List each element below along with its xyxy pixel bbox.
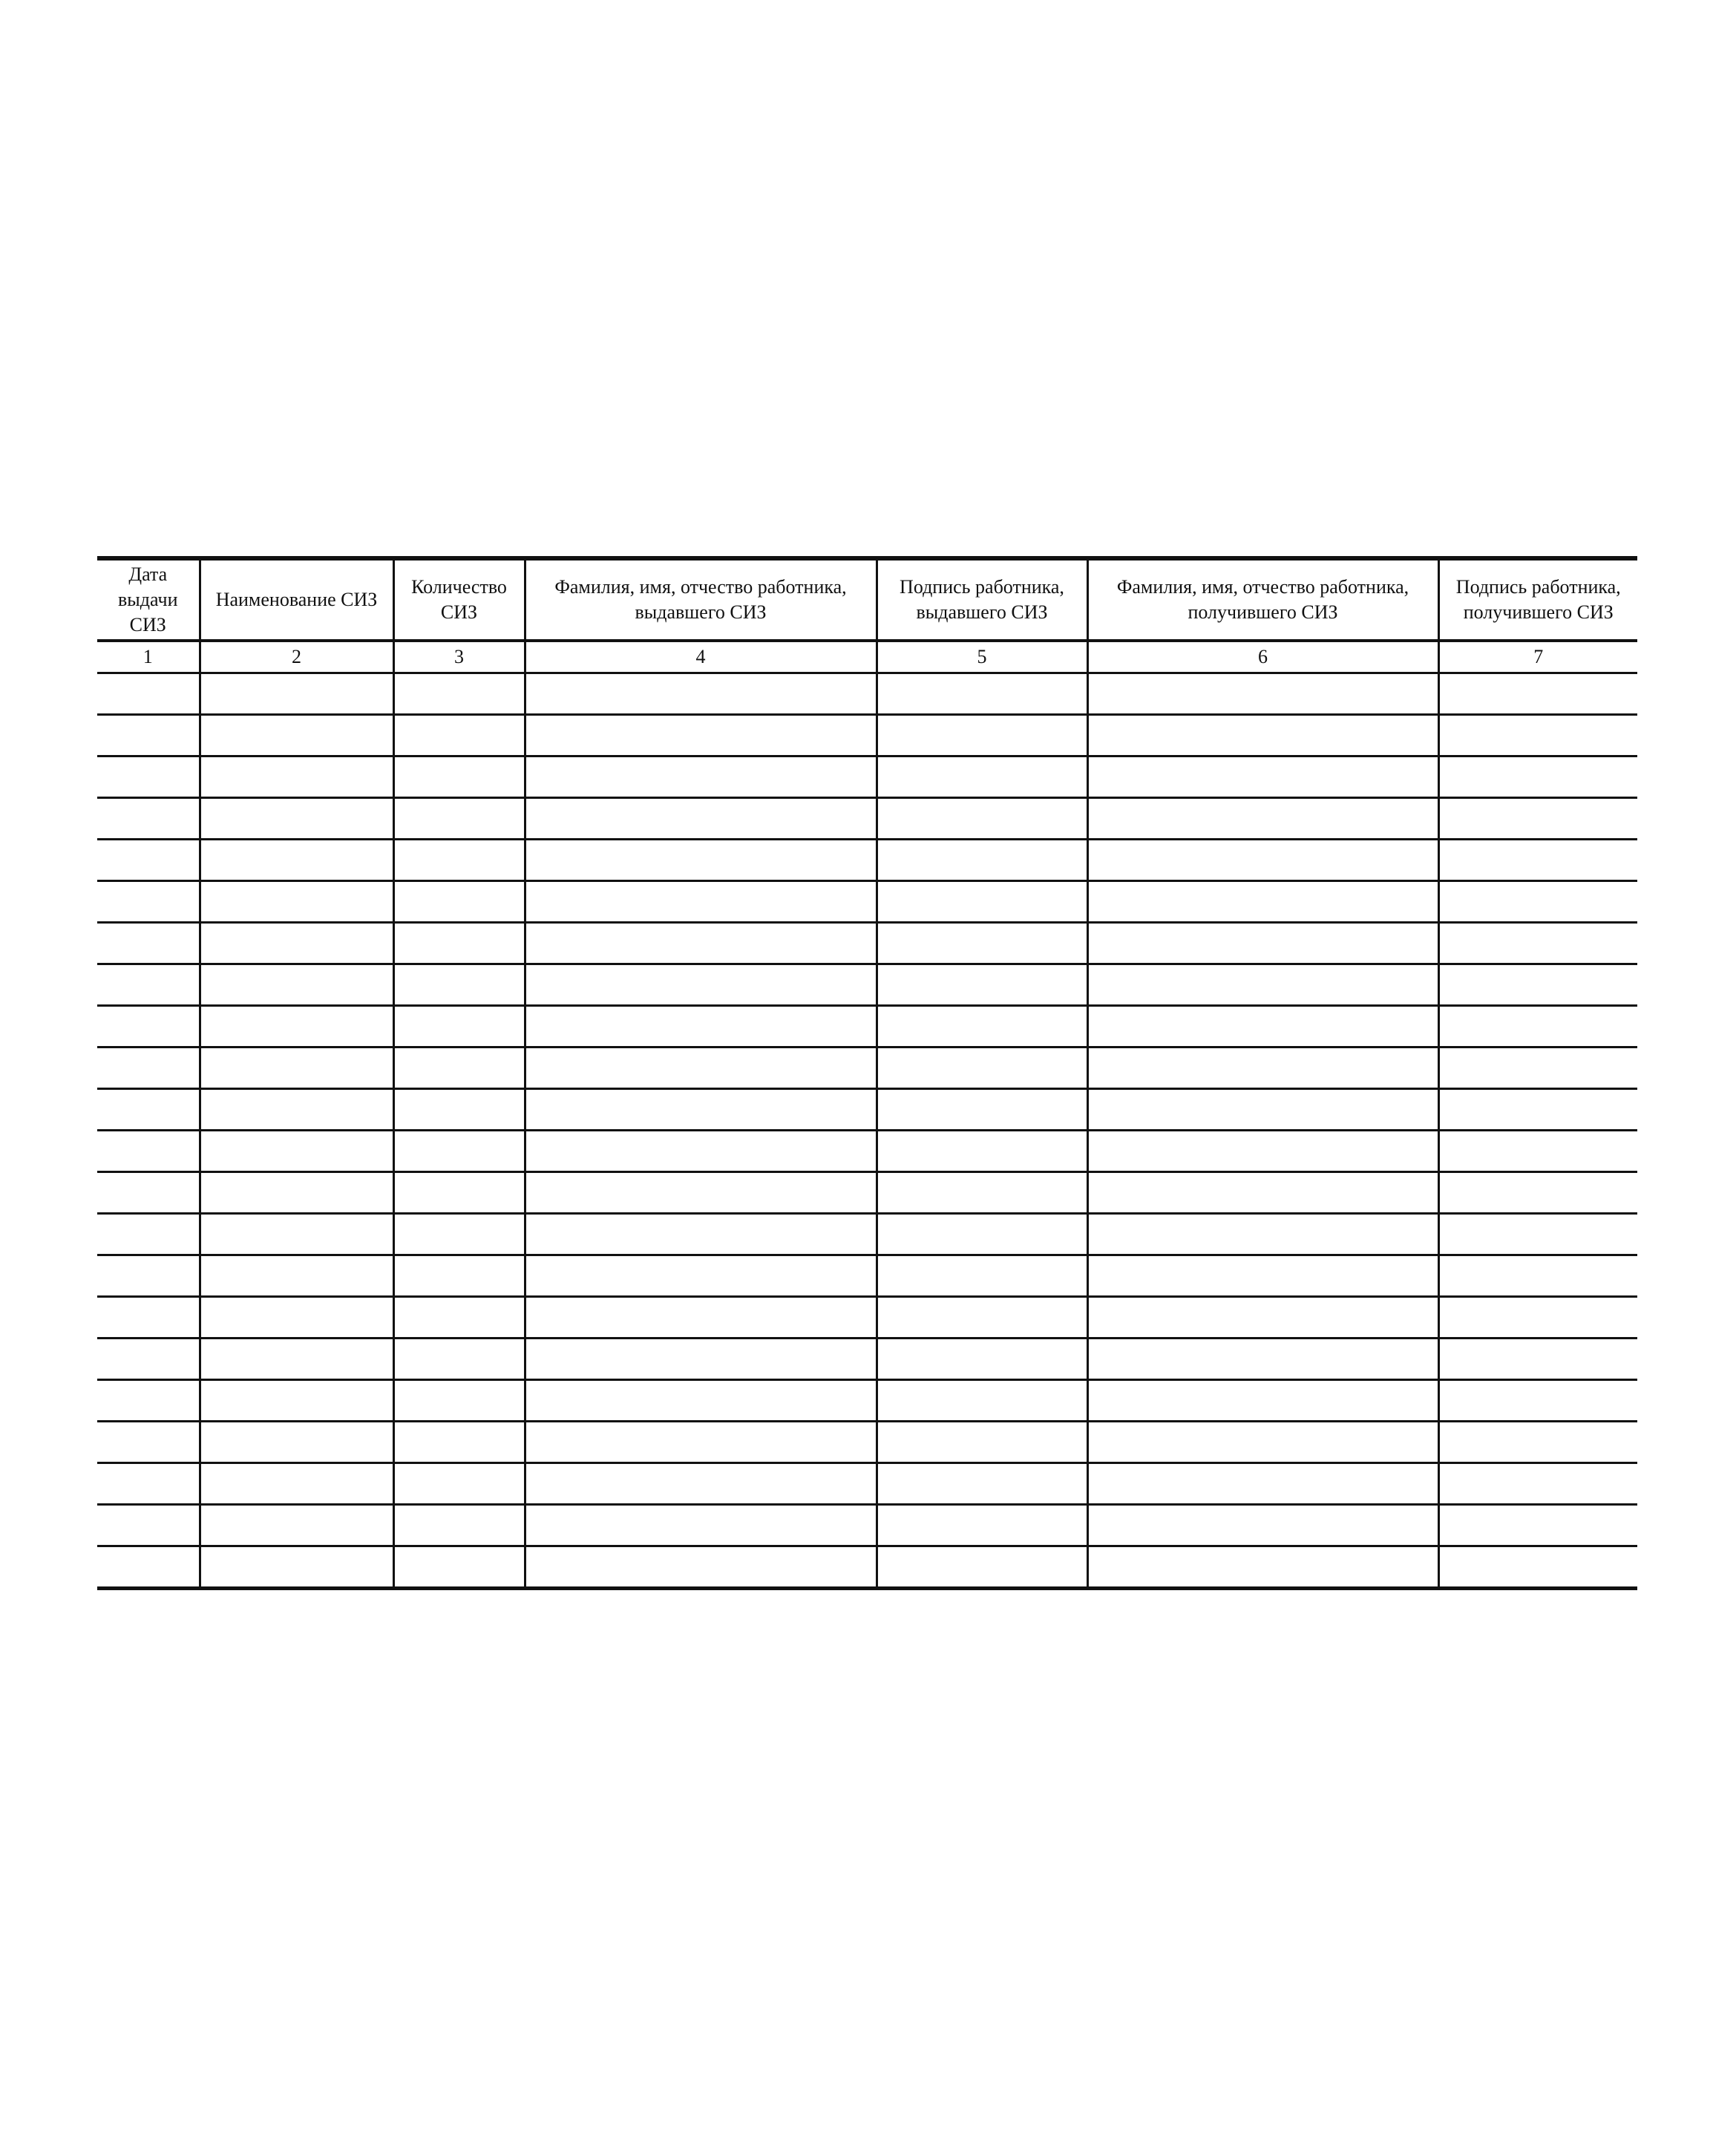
empty-cell — [97, 1339, 200, 1380]
empty-cell — [1087, 1422, 1438, 1463]
empty-cell — [877, 673, 1087, 715]
empty-cell — [1438, 1380, 1637, 1422]
empty-cell — [877, 881, 1087, 923]
empty-cell — [525, 798, 877, 840]
empty-cell — [200, 881, 393, 923]
empty-row — [97, 715, 1637, 756]
header-issuer-full-name: Фамилия, имя, отчество работника, выдавшего СИЗ — [525, 558, 877, 641]
column-number-6: 6 — [1087, 641, 1438, 673]
header-issue-date: Дата выдачи СИЗ — [97, 558, 200, 641]
empty-cell — [200, 1505, 393, 1546]
empty-row — [97, 756, 1637, 798]
empty-cell — [393, 1214, 525, 1255]
empty-cell — [200, 1006, 393, 1048]
header-receiver-full-name: Фамилия, имя, отчество работника, получившего СИЗ — [1087, 558, 1438, 641]
header-receiver-signature: Подпись работника, получившего СИЗ — [1438, 558, 1637, 641]
empty-cell — [525, 923, 877, 964]
empty-cell — [877, 1463, 1087, 1505]
empty-row — [97, 1463, 1637, 1505]
empty-row — [97, 1048, 1637, 1089]
empty-row — [97, 1131, 1637, 1172]
empty-cell — [1438, 1048, 1637, 1089]
empty-row — [97, 1380, 1637, 1422]
empty-cell — [393, 756, 525, 798]
empty-cell — [97, 840, 200, 881]
empty-cell — [525, 1214, 877, 1255]
empty-cell — [1087, 1006, 1438, 1048]
empty-cell — [393, 1089, 525, 1131]
empty-cell — [525, 1463, 877, 1505]
header-ppe-name: Наименование СИЗ — [200, 558, 393, 641]
empty-cell — [1087, 1172, 1438, 1214]
empty-cell — [877, 1131, 1087, 1172]
empty-cell — [877, 1172, 1087, 1214]
empty-cell — [393, 1380, 525, 1422]
empty-cell — [97, 1380, 200, 1422]
empty-row — [97, 1505, 1637, 1546]
empty-cell — [1438, 881, 1637, 923]
empty-cell — [1438, 1422, 1637, 1463]
empty-cell — [525, 756, 877, 798]
empty-row — [97, 673, 1637, 715]
empty-cell — [1087, 1048, 1438, 1089]
empty-cell — [525, 1380, 877, 1422]
empty-cell — [877, 923, 1087, 964]
empty-cell — [97, 1463, 200, 1505]
empty-cell — [393, 1546, 525, 1589]
empty-cell — [393, 1422, 525, 1463]
empty-cell — [1087, 1380, 1438, 1422]
empty-cell — [200, 1297, 393, 1339]
empty-cell — [877, 798, 1087, 840]
empty-cell — [1087, 715, 1438, 756]
empty-cell — [393, 1255, 525, 1297]
empty-cell — [200, 1422, 393, 1463]
empty-cell — [1087, 881, 1438, 923]
empty-cell — [97, 1255, 200, 1297]
empty-cell — [1087, 1339, 1438, 1380]
empty-cell — [1438, 673, 1637, 715]
empty-row — [97, 1172, 1637, 1214]
empty-cell — [393, 881, 525, 923]
empty-cell — [200, 1255, 393, 1297]
empty-cell — [877, 1380, 1087, 1422]
empty-cell — [525, 1172, 877, 1214]
empty-cell — [877, 840, 1087, 881]
empty-cell — [877, 1422, 1087, 1463]
empty-cell — [877, 1006, 1087, 1048]
empty-cell — [97, 881, 200, 923]
empty-cell — [200, 673, 393, 715]
empty-cell — [97, 715, 200, 756]
empty-cell — [393, 673, 525, 715]
empty-cell — [1087, 964, 1438, 1006]
empty-cell — [1438, 1172, 1637, 1214]
empty-cell — [1438, 1131, 1637, 1172]
column-number-2: 2 — [200, 641, 393, 673]
empty-row — [97, 1089, 1637, 1131]
empty-cell — [525, 840, 877, 881]
empty-cell — [1087, 1463, 1438, 1505]
empty-cell — [525, 1422, 877, 1463]
empty-cell — [393, 1339, 525, 1380]
empty-cell — [525, 1131, 877, 1172]
table-header-row — [97, 558, 1637, 641]
empty-cell — [525, 1505, 877, 1546]
empty-cell — [525, 673, 877, 715]
empty-cell — [200, 1463, 393, 1505]
empty-cell — [97, 756, 200, 798]
empty-cell — [1087, 1546, 1438, 1589]
empty-cell — [393, 1297, 525, 1339]
empty-cell — [393, 1131, 525, 1172]
empty-row — [97, 1297, 1637, 1339]
empty-cell — [200, 1172, 393, 1214]
empty-cell — [97, 1006, 200, 1048]
empty-row — [97, 798, 1637, 840]
empty-cell — [200, 715, 393, 756]
empty-cell — [877, 1048, 1087, 1089]
empty-cell — [525, 1089, 877, 1131]
empty-cell — [393, 840, 525, 881]
empty-cell — [200, 1089, 393, 1131]
empty-cell — [200, 798, 393, 840]
empty-cell — [1438, 1297, 1637, 1339]
empty-cell — [97, 1089, 200, 1131]
empty-cell — [393, 1463, 525, 1505]
empty-cell — [1087, 673, 1438, 715]
empty-row — [97, 1006, 1637, 1048]
empty-cell — [1087, 1297, 1438, 1339]
empty-row — [97, 881, 1637, 923]
empty-cell — [1438, 1089, 1637, 1131]
empty-cell — [877, 1255, 1087, 1297]
empty-cell — [1438, 1505, 1637, 1546]
empty-cell — [97, 1505, 200, 1546]
empty-cell — [200, 840, 393, 881]
empty-cell — [97, 1048, 200, 1089]
header-issuer-signature: Подпись работника, выдавшего СИЗ — [877, 558, 1087, 641]
empty-cell — [200, 756, 393, 798]
empty-cell — [393, 798, 525, 840]
column-number-5: 5 — [877, 641, 1087, 673]
empty-row — [97, 1422, 1637, 1463]
empty-cell — [1087, 1089, 1438, 1131]
empty-cell — [525, 1297, 877, 1339]
empty-cell — [393, 1505, 525, 1546]
empty-cell — [393, 1172, 525, 1214]
empty-cell — [1087, 756, 1438, 798]
empty-cell — [1087, 923, 1438, 964]
column-number-row — [97, 641, 1637, 673]
empty-cell — [393, 1006, 525, 1048]
empty-cell — [1087, 1505, 1438, 1546]
empty-cell — [877, 1505, 1087, 1546]
empty-row — [97, 1339, 1637, 1380]
empty-cell — [200, 1380, 393, 1422]
empty-cell — [200, 1546, 393, 1589]
empty-cell — [877, 964, 1087, 1006]
empty-cell — [525, 964, 877, 1006]
empty-cell — [877, 1089, 1087, 1131]
empty-cell — [1438, 923, 1637, 964]
empty-cell — [97, 923, 200, 964]
column-number-7: 7 — [1438, 641, 1637, 673]
empty-cell — [525, 715, 877, 756]
empty-cell — [200, 923, 393, 964]
empty-cell — [97, 1422, 200, 1463]
empty-cell — [525, 1255, 877, 1297]
empty-cell — [200, 1339, 393, 1380]
empty-cell — [525, 881, 877, 923]
empty-cell — [1087, 798, 1438, 840]
empty-cell — [1438, 840, 1637, 881]
empty-cell — [393, 715, 525, 756]
empty-cell — [97, 964, 200, 1006]
empty-cell — [200, 964, 393, 1006]
empty-cell — [97, 1297, 200, 1339]
empty-cell — [877, 1546, 1087, 1589]
empty-cell — [1087, 1131, 1438, 1172]
empty-cell — [525, 1006, 877, 1048]
empty-cell — [393, 923, 525, 964]
empty-cell — [525, 1339, 877, 1380]
empty-cell — [1438, 756, 1637, 798]
empty-cell — [1087, 1255, 1438, 1297]
header-ppe-quantity: Количество СИЗ — [393, 558, 525, 641]
empty-cell — [1438, 1463, 1637, 1505]
empty-row — [97, 840, 1637, 881]
empty-cell — [200, 1048, 393, 1089]
empty-cell — [1438, 1546, 1637, 1589]
empty-cell — [97, 673, 200, 715]
empty-cell — [97, 1131, 200, 1172]
empty-cell — [200, 1214, 393, 1255]
empty-cell — [1438, 715, 1637, 756]
empty-cell — [97, 1546, 200, 1589]
empty-cell — [1438, 1339, 1637, 1380]
column-number-4: 4 — [525, 641, 877, 673]
ppe-issue-log-table — [97, 556, 1637, 1590]
empty-cell — [97, 798, 200, 840]
empty-cell — [1438, 964, 1637, 1006]
empty-cell — [1438, 1214, 1637, 1255]
empty-cell — [97, 1214, 200, 1255]
empty-cell — [97, 1172, 200, 1214]
empty-cell — [1438, 1255, 1637, 1297]
empty-cell — [393, 1048, 525, 1089]
empty-row — [97, 1255, 1637, 1297]
empty-cell — [525, 1546, 877, 1589]
empty-cell — [877, 756, 1087, 798]
empty-cell — [877, 1214, 1087, 1255]
empty-cell — [525, 1048, 877, 1089]
empty-cell — [1438, 798, 1637, 840]
empty-cell — [877, 1339, 1087, 1380]
column-number-3: 3 — [393, 641, 525, 673]
table-body — [97, 673, 1637, 1589]
empty-cell — [1087, 1214, 1438, 1255]
empty-cell — [877, 715, 1087, 756]
empty-row — [97, 964, 1637, 1006]
empty-row — [97, 1546, 1637, 1589]
empty-row — [97, 923, 1637, 964]
column-number-1: 1 — [97, 641, 200, 673]
empty-cell — [393, 964, 525, 1006]
empty-cell — [1438, 1006, 1637, 1048]
empty-cell — [200, 1131, 393, 1172]
empty-cell — [1087, 840, 1438, 881]
empty-cell — [877, 1297, 1087, 1339]
empty-row — [97, 1214, 1637, 1255]
